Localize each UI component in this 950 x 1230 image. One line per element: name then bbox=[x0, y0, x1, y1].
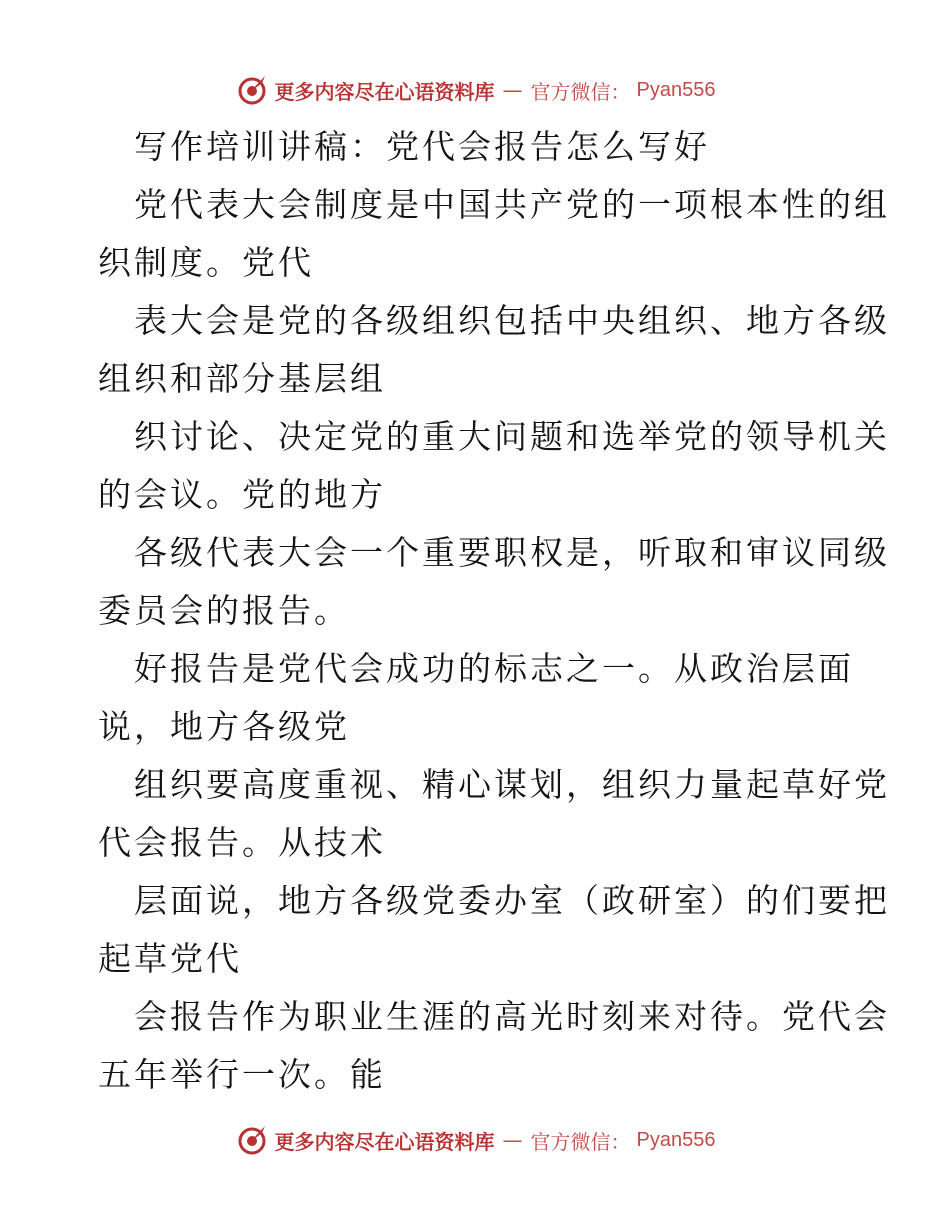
text-line: 层面说，地方各级党委办室（政研室）的们要把 bbox=[134, 881, 890, 920]
text-line: 的会议。党的地方 bbox=[98, 475, 386, 514]
text-line: 好报告是党代会成功的标志之一。从政治层面 bbox=[134, 649, 854, 688]
footer-watermark bbox=[0, 1120, 950, 1160]
watermark-brand: 更多内容尽在心语资料库 bbox=[274, 1129, 495, 1154]
feather-pen-circle-icon bbox=[235, 1123, 269, 1157]
text-line: 党代表大会制度是中国共产党的一项根本性的组 bbox=[134, 185, 890, 224]
text-line: 委员会的报告。 bbox=[98, 591, 350, 630]
header-watermark bbox=[0, 70, 950, 110]
watermark-account: Pyan556 bbox=[636, 78, 716, 101]
watermark-official-label: 官方微信： bbox=[530, 1129, 631, 1154]
text-line: 会报告作为职业生涯的高光时刻来对待。党代会 bbox=[134, 997, 890, 1036]
text-line: 织制度。党代 bbox=[98, 243, 314, 282]
document-title: 写作培训讲稿：党代会报告怎么写好 bbox=[134, 127, 710, 166]
watermark-separator: — bbox=[502, 1128, 523, 1152]
text-line: 五年举行一次。能 bbox=[98, 1055, 386, 1094]
text-line: 各级代表大会一个重要职权是，听取和审议同级 bbox=[134, 533, 890, 572]
watermark-official-label: 官方微信： bbox=[530, 79, 631, 104]
watermark-account: Pyan556 bbox=[636, 1128, 716, 1151]
text-line: 起草党代 bbox=[98, 939, 242, 978]
document-body bbox=[98, 118, 890, 1104]
text-line: 组织和部分基层组 bbox=[98, 359, 386, 398]
text-line: 表大会是党的各级组织包括中央组织、地方各级 bbox=[134, 301, 890, 340]
text-line: 代会报告。从技术 bbox=[98, 823, 386, 862]
text-line: 说，地方各级党 bbox=[98, 707, 350, 746]
text-line: 织讨论、决定党的重大问题和选举党的领导机关 bbox=[134, 417, 890, 456]
feather-pen-circle-icon bbox=[235, 73, 269, 107]
watermark-brand: 更多内容尽在心语资料库 bbox=[274, 79, 495, 104]
text-line: 组织要高度重视、精心谋划，组织力量起草好党 bbox=[134, 765, 890, 804]
watermark-separator: — bbox=[502, 78, 523, 102]
